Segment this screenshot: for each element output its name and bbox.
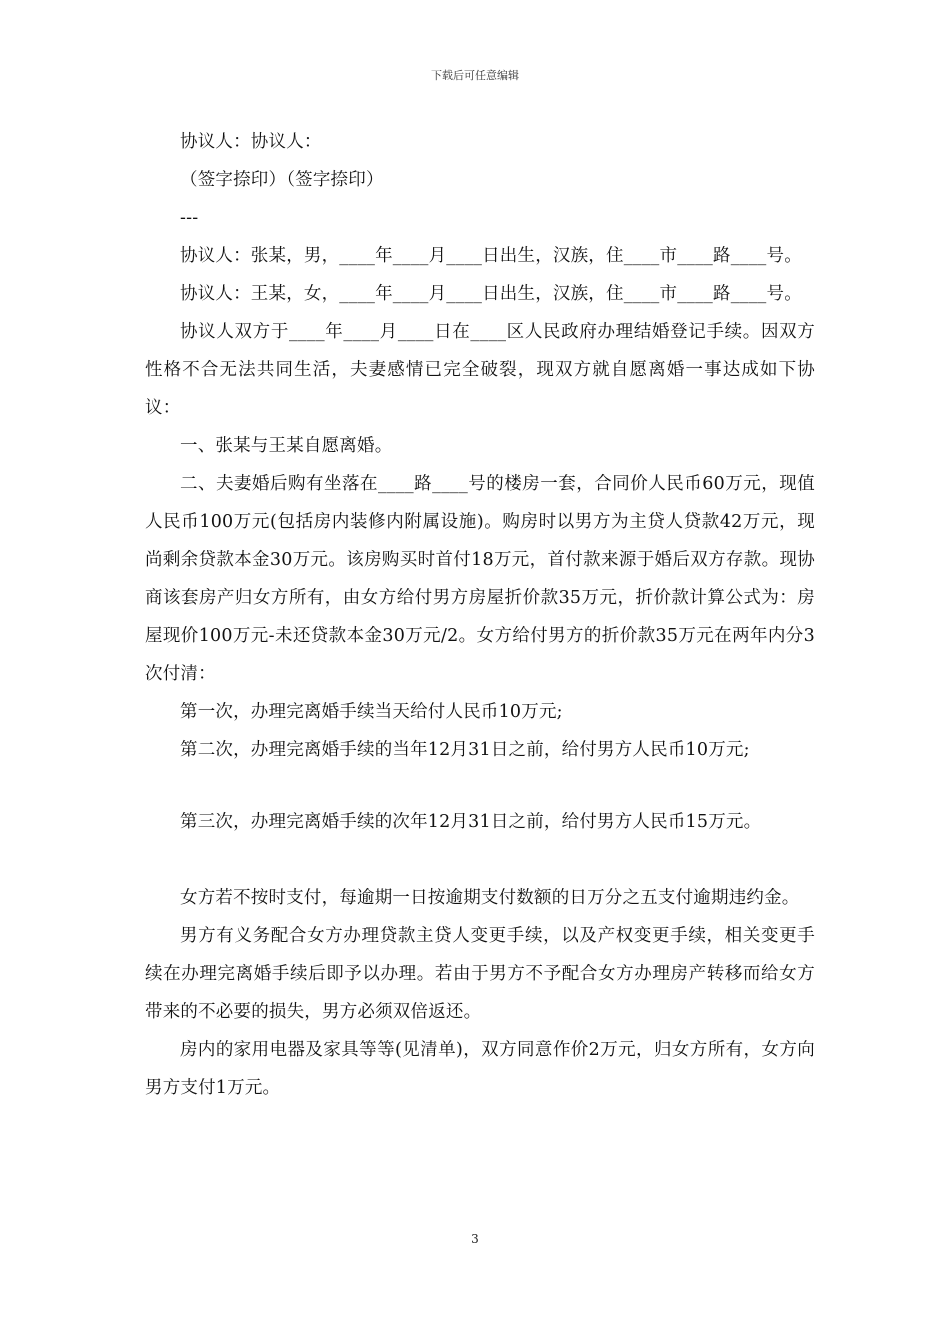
page-number: 3 [471,1232,479,1246]
separator-line: --- [180,208,199,228]
late-payment-clause: 女方若不按时支付，每逾期一日按逾期支付数额的日万分之五支付逾期违约金。 [180,888,800,908]
signature-seal-line: （签字捺印）（签字捺印） [180,170,384,190]
transfer-obligation-clause: 男方有义务配合女方办理贷款主贷人变更手续，以及产权变更手续，相关变更手续在办理完离婚手续后即予以办理。若由于男方不予配合女方办理房产转移而给女方带来的不必要的损失，男方必须双倍返还。 [145,926,815,1022]
payment-installment-2: 第二次，办理完离婚手续的当年12月31日之前，给付男方人民币10万元; [180,740,750,760]
clause-1: 一、张某与王某自愿离婚。 [180,436,393,456]
page-header: 下载后可任意编辑 [431,69,519,82]
payment-installment-3: 第三次，办理完离婚手续的次年12月31日之前，给付男方人民币15万元。 [180,812,762,832]
signatory-line: 协议人：协议人： [180,132,322,152]
document-body [145,123,815,1107]
party-a-info: 协议人：张某，男，____年____月____日出生，汉族，住____市____路____号。 [180,246,802,266]
agreement-preamble: 协议人双方于____年____月____日在____区人民政府办理结婚登记手续。因双方性格不合无法共同生活，夫妻感情已完全破裂，现双方就自愿离婚一事达成如下协议： [145,322,815,418]
party-b-info: 协议人：王某，女，____年____月____日出生，汉族，住____市____路____号。 [180,284,802,304]
payment-installment-1: 第一次，办理完离婚手续当天给付人民币10万元; [180,702,563,722]
furniture-appliances-clause: 房内的家用电器及家具等等(见清单)，双方同意作价2万元，归女方所有，女方向男方支付1万元。 [145,1040,815,1098]
clause-2-property: 二、夫妻婚后购有坐落在____路____号的楼房一套，合同价人民币60万元，现值人民币100万元(包括房内装修内附属设施)。购房时以男方为主贷人贷款42万元，现尚剩余贷款本金30万元。该房购买时首付18万元，首付款来源于婚后双方存款。现协商该套房产归女方所有，由女方给付男方房屋折价款35万元，折价款计算公式为：房屋现价100万元-未还贷款本金30万元/2。女方给付男方的折价款35万元在两年内分3次付清： [145,474,815,684]
